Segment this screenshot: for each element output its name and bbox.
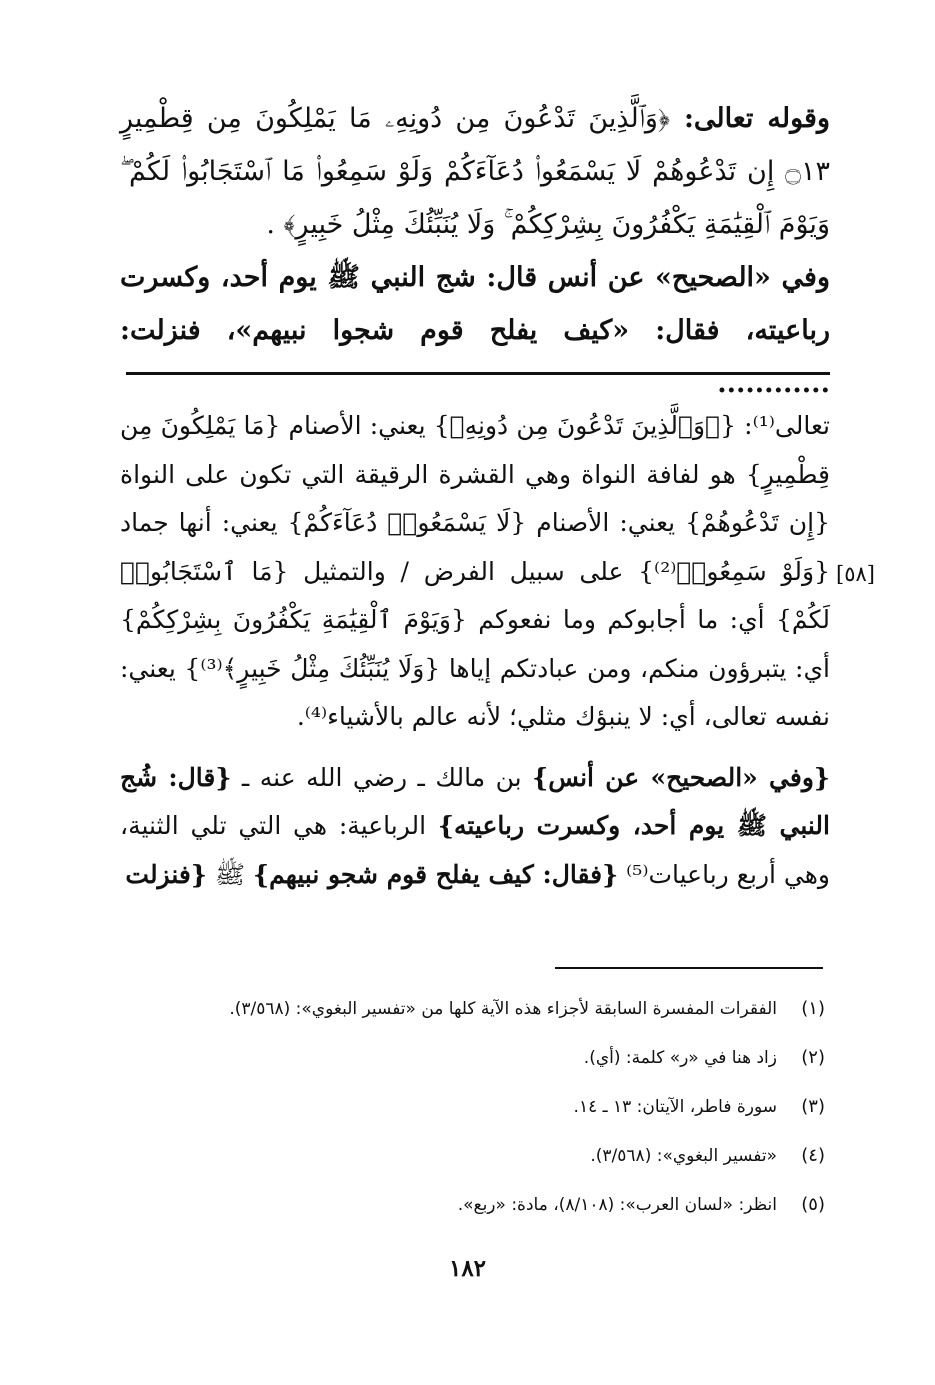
footnote-divider	[555, 967, 823, 969]
footnote-text: انظر: «لسان العرب»: (٨/١٠٨)، مادة: «ربع».	[457, 1195, 777, 1215]
main-text	[120, 92, 830, 410]
main-text-divider	[126, 372, 830, 375]
commentary-bold-3: {فقال: كيف يفلح قوم شجو نبيهم}	[253, 859, 619, 889]
main-paragraph-hadith: وفي «الصحيح» عن أنس قال: شج النبي ﷺ يوم أحد، وكسرت رباعيته، فقال: «كيف يفلح قوم شجوا نبيهم»، فنزلت: ............	[120, 262, 830, 399]
footnote-text: زاد هنا في «ر» كلمة: (أي).	[583, 1048, 777, 1068]
main-paragraph-verse	[120, 92, 830, 251]
quran-verse: ﴿وَٱلَّذِينَ تَدْعُونَ مِن دُونِهِۦ مَا يَمْلِكُونَ مِن قِطْمِيرٍ ۝١٣ إِن تَدْعُوهُمْ لَا يَسْمَعُوا۟ دُعَآءَكُمْ وَلَوْ سَمِعُوا۟ مَا ٱسْتَجَابُوا۟ لَكُمْ ۖ وَيَوْمَ ٱلْقِيَٰمَةِ يَكْفُرُونَ بِشِرْكِكُمْ ۚ وَلَا يُنَبِّئُكَ مِثْلُ خَبِيرٍ﴾ .	[120, 103, 830, 240]
footnote-number: (٤)	[801, 1145, 825, 1166]
commentary-plain-2: الرباعية: هي التي تلي الثنية، وهي أربع رباعيات⁽⁵⁾	[120, 811, 830, 889]
footnotes-list	[150, 988, 825, 1233]
commentary-bold-4: {فنزلت	[125, 859, 207, 889]
footnote-item	[150, 1135, 825, 1184]
footnote-text: «تفسير البغوي»: (٣/٥٦٨).	[590, 1146, 777, 1166]
footnote-item	[150, 988, 825, 1037]
footnote-number: (٣)	[801, 1096, 825, 1117]
footnote-item	[150, 1037, 825, 1086]
page-number: ١٨٢	[448, 1255, 487, 1282]
commentary-bold-2: {قال: شُج النبي ﷺ يوم أحد، وكسرت رباعيته}	[120, 762, 830, 840]
commentary-paragraph-2	[120, 754, 830, 900]
footnote-text: الفقرات المفسرة السابقة لأجزاء هذه الآية كلها من «تفسير البغوي»: (٣/٥٦٨).	[229, 999, 777, 1019]
commentary-paragraph-1: تعالى⁽¹⁾: {﴿وَٱلَّذِينَ تَدْعُونَ مِن دُونِهِۦ} يعني: الأصنام {مَا يَمْلِكُونَ مِن قِطْمِيرٍ} هو لفافة النواة وهي القشرة الرقيقة التي تكون على النواة {إِن تَدْعُوهُمْ} يعني: الأصنام {لَا يَسْمَعُوا۟ دُعَآءَكُمْ} يعني: أنها جماد {وَلَوْ سَمِعُوا۟⁽²⁾} على سبيل الفرض / والتمثيل {مَا ٱسْتَجَابُوا۟ لَكُمْ} أي: ما أجابوكم وما نفعوكم {وَيَوْمَ ٱلْقِيَٰمَةِ يَكْفُرُونَ بِشِرْكِكُمْ} أي: يتبرؤون منكم، ومن عبادتكم إياها {وَلَا يُنَبِّئُكَ مِثْلُ خَبِيرٍ﴾⁽³⁾} يعني: نفسه تعالى، أي: لا ينبؤك مثلي؛ لأنه عالم بالأشياء⁽⁴⁾.	[120, 411, 830, 731]
footnote-number: (٢)	[801, 1047, 825, 1068]
manuscript-page-marker: [٥٨]	[836, 562, 875, 586]
verse-intro: وقوله تعالى:	[683, 103, 830, 134]
commentary-plain-3: ﷺ	[206, 859, 254, 889]
commentary-bold-1: {وفي «الصحيح» عن أنس}	[532, 762, 830, 792]
commentary-text	[120, 402, 830, 899]
footnote-text: سورة فاطر، الآيتان: ١٣ ـ ١٤.	[573, 1097, 777, 1117]
commentary-plain-1: بن مالك ـ رضي الله عنه ـ	[231, 762, 533, 792]
footnote-number: (٥)	[801, 1194, 825, 1215]
footnote-item	[150, 1086, 825, 1135]
footnote-item	[150, 1184, 825, 1233]
footnote-number: (١)	[801, 998, 825, 1019]
